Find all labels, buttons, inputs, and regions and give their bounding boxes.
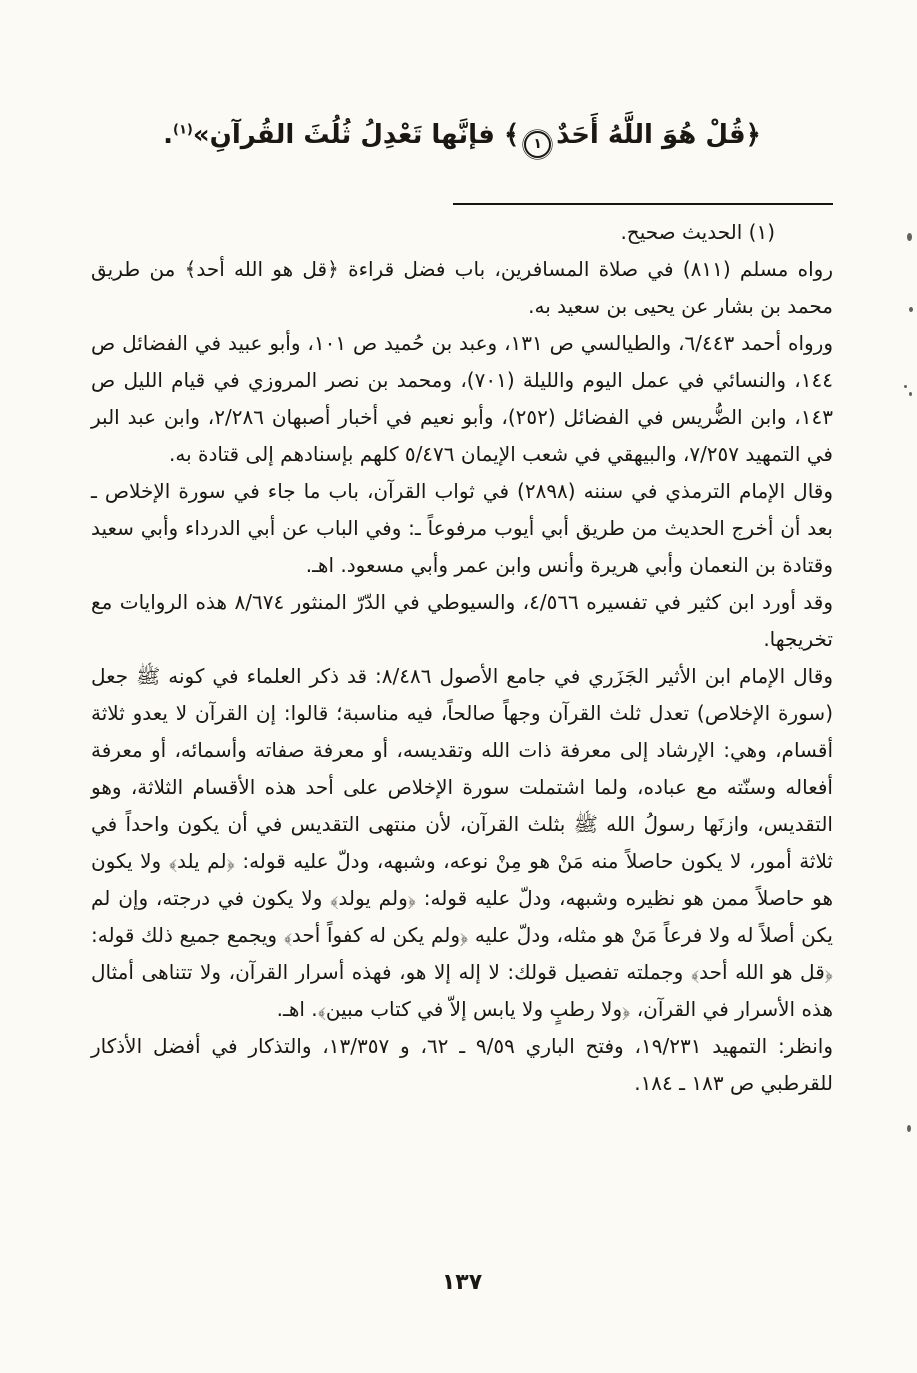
quran-close-bracket: ﴾ bbox=[503, 120, 520, 150]
heading-period: . bbox=[163, 120, 174, 150]
footnote-paragraph: ورواه أحمد ٦/٤٤٣، والطيالسي ص ١٣١، وعبد بن حُميد ص ١٠١، وأبو عبيد في الفضائل ص ١٤٤، والنسائي في عمل اليوم والليلة (٧٠١)، ومحمد بن نصر المروزي في قيام الليل ص ١٤٣، وابن الضُّريس في الفضائل (٢٥٢)، وأبو نعيم في أخبار أصبهان ٢/٢٨٦، وابن عبد البر في التمهيد ٧/٢٥٧، والبيهقي في شعب الإيمان ٥/٤٧٦ كلهم بإسنادهم إلى قتادة به. bbox=[91, 331, 833, 466]
page-number: ١٣٧ bbox=[441, 1270, 483, 1295]
quran-open-bracket: ﴿ bbox=[745, 120, 761, 150]
scan-artifact bbox=[907, 1125, 911, 1132]
footnote-separator-line bbox=[453, 203, 833, 205]
footnote-paragraph: رواه مسلم (٨١١) في صلاة المسافرين، باب فضل قراءة ﴿قل هو الله أحد﴾ من طريق محمد بن بشار عن يحيى بن سعيد به. bbox=[91, 257, 833, 318]
scan-artifact bbox=[909, 307, 913, 312]
scan-artifact bbox=[909, 392, 912, 396]
footnote-paragraph: وقال الإمام الترمذي في سننه (٢٨٩٨) في ثواب القرآن، باب ما جاء في سورة الإخلاص ـ بعد أن أخرج الحديث من طريق أبي أيوب مرفوعاً ـ: وفي الباب عن أبي الدرداء وأبي سعيد وقتادة بن النعمان وأبي هريرة وأنس وابن عمر وأبي مسعود. اهـ. bbox=[91, 479, 834, 577]
footnote-paragraph: وانظر: التمهيد ١٩/٢٣١، وفتح الباري ٩/٥٩ ـ ٦٢، و ١٣/٣٥٧، والتذكار في أفضل الأذكار للقرطبي ص ١٨٣ ـ ١٨٤. bbox=[91, 1034, 834, 1095]
footnote-paragraph: وقال الإمام ابن الأثير الجَزَري في جامع الأصول ٨/٤٨٦: قد ذكر العلماء في كونه ﷺ جعل (سورة الإخلاص) تعدل ثلث القرآن وجهاً صالحاً، فيه مناسبة؛ قالوا: إن القرآن لا يعدو ثلاثة أقسام، وهي: الإرشاد إلى معرفة ذات الله وتقديسه، أو معرفة صفاته وأسمائه، أو معرفة أفعاله وسنّته مع عباده، ولما اشتملت سورة الإخلاص على أحد هذه الأقسام الثلاثة، وهو التقديس، وازنَها رسولُ الله ﷺ بثلث القرآن، لأن منتهى التقديس في أن يكون واحداً في ثلاثة أمور، لا يكون حاصلاً منه مَنْ هو مِنْ نوعه، وشبهه، ودلّ عليه قوله: ﴿لم يلد﴾ ولا يكون هو حاصلاً ممن هو نظيره وشبهه، ودلّ عليه قوله: ﴿ولم يولد﴾ ولا يكون في درجته، وإن لم يكن أصلاً له ولا فرعاً مَنْ هو مثله، ودلّ عليه ﴿ولم يكن له كفواً أحد﴾ ويجمع جميع ذلك قوله: ﴿قل هو الله أحد﴾ وجملته تفصيل قولك: لا إله إلا هو، فهذه أسرار القرآن، ولا تتناهى أمثال هذه الأسرار في القرآن، ﴿ولا رطبٍ ولا يابس إلاّ في كتاب مبين﴾. اهـ. bbox=[91, 664, 833, 1021]
scan-artifact bbox=[907, 233, 912, 241]
footnotes-section bbox=[91, 214, 833, 1102]
hadith-heading bbox=[91, 120, 833, 158]
footnote-paragraph: وقد أورد ابن كثير في تفسيره ٤/٥٦٦، والسيوطي في الدّرّ المنثور ٨/٦٧٤ هذه الروايات مع تخريجها. bbox=[91, 590, 834, 651]
hadith-text: فإنَّها تَعْدِلُ ثُلُثَ القُرآنِ» bbox=[192, 120, 495, 150]
quran-verse-text: قُلْ هُوَ اللَّهُ أَحَدٌ bbox=[556, 120, 746, 150]
footnote-ref: (١) bbox=[173, 122, 193, 138]
ayah-number-marker: ١ bbox=[524, 131, 551, 158]
footnote-status-line: (١) الحديث صحيح. bbox=[620, 220, 775, 244]
page-content bbox=[91, 0, 833, 1373]
quran-verse bbox=[504, 120, 761, 150]
scan-artifact bbox=[904, 385, 907, 388]
